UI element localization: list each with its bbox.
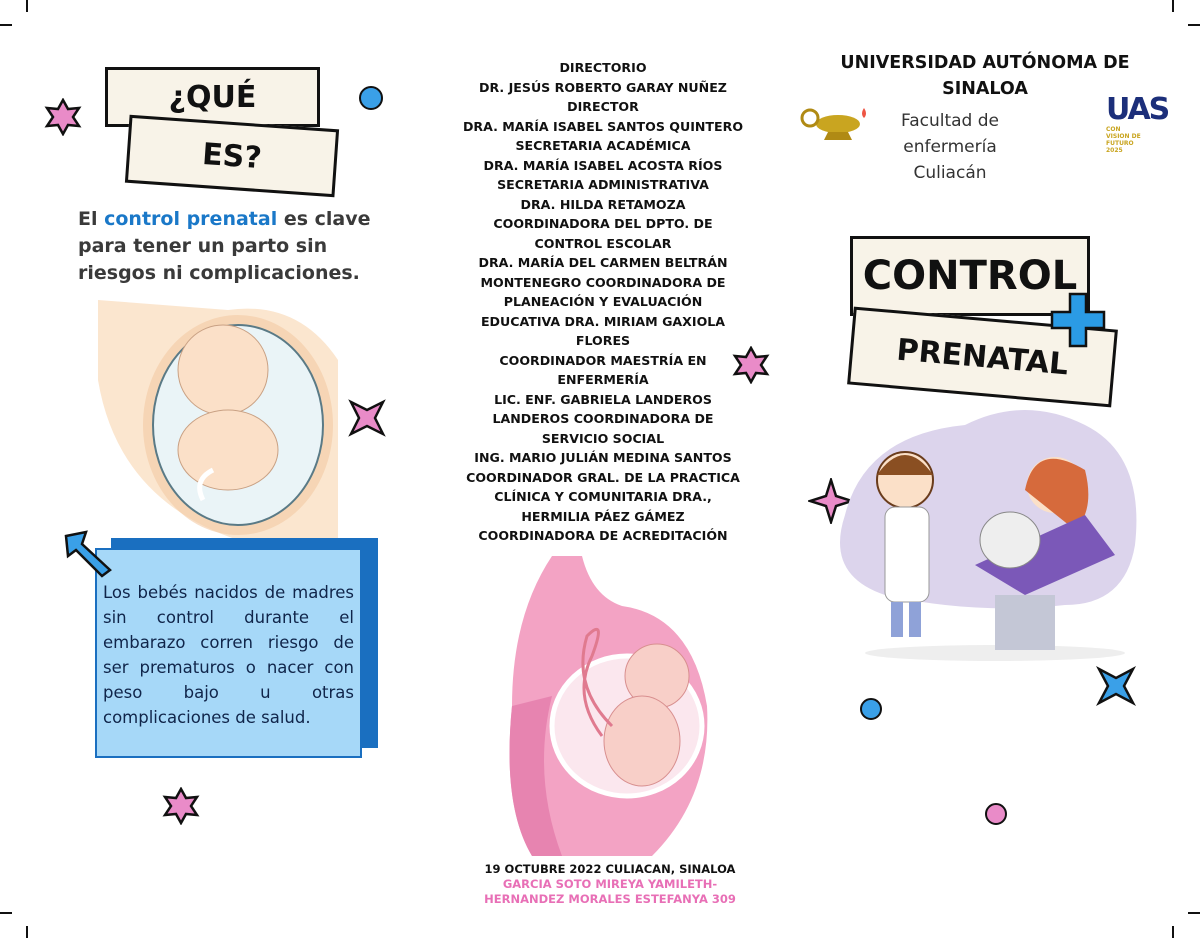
sparkle-icon xyxy=(1095,665,1137,707)
directory-line: DRA. MARÍA ISABEL ACOSTA RÍOS xyxy=(483,157,723,173)
info-box-text: Los bebés nacidos de madres sin control durante el embarazo corren riesgo de ser prematuros o nacer con peso bajo u otras complicaciones de salud. xyxy=(103,583,354,727)
directory-line: COORDINADORA DEL DPTO. DE xyxy=(493,216,713,231)
dot-icon xyxy=(985,803,1007,825)
directory xyxy=(448,58,758,546)
lamp-logo xyxy=(800,102,870,146)
dot-icon xyxy=(860,698,882,720)
pregnant-woman-illustration xyxy=(492,556,722,856)
fetus-illustration xyxy=(98,300,338,540)
directory-line: LANDEROS COORDINADORA DE xyxy=(492,411,714,426)
directory-line: ENFERMERÍA xyxy=(557,372,649,387)
directory-line: DR. JESÚS ROBERTO GARAY NUÑEZ xyxy=(479,79,727,95)
faculty-name: Facultad de enfermería xyxy=(900,111,999,157)
intro-prefix: El xyxy=(78,208,105,230)
directory-line: LIC. ENF. GABRIELA LANDEROS xyxy=(494,391,712,407)
directory-line: DIRECTOR xyxy=(567,99,639,114)
title-control: CONTROL xyxy=(862,253,1078,299)
directory-line: DRA. MARÍA DEL CARMEN BELTRÁN xyxy=(478,255,728,270)
sparkle-icon xyxy=(347,398,387,438)
directory-line: HERMILIA PÁEZ GÁMEZ xyxy=(521,508,685,524)
directory-line: COORDINADOR GRAL. DE LA PRACTICA xyxy=(466,469,740,485)
directory-line: CLÍNICA Y COMUNITARIA DRA., xyxy=(494,489,712,504)
directory-line: PLANEACIÓN Y EVALUACIÓN xyxy=(503,294,703,309)
directory-line: DRA. MARÍA ISABEL SANTOS QUINTERO xyxy=(462,118,744,134)
footer xyxy=(460,862,760,907)
arrow-icon xyxy=(62,530,118,578)
info-box xyxy=(95,548,362,758)
star-icon xyxy=(162,787,200,825)
directory-line: FLORES xyxy=(575,333,631,348)
authors: GARCIA SOTO MIREYA YAMILETH- xyxy=(502,877,718,891)
directory-line: SECRETARIA ADMINISTRATIVA xyxy=(497,177,709,192)
intro-highlight: control prenatal xyxy=(104,208,278,230)
uas-logo-tagline: CON VISION DE FUTURO 2025 xyxy=(1106,126,1141,154)
crop-mark xyxy=(0,912,12,914)
directory-line: CONTROL ESCOLAR xyxy=(534,235,672,251)
intro-suffix: es clave para tener un parto sin riesgos ni complicaciones. xyxy=(78,208,371,284)
intro-text xyxy=(78,206,378,287)
date-place: 19 OCTUBRE 2022 CULIACAN, SINALOA xyxy=(484,862,736,876)
crop-mark xyxy=(1188,912,1200,914)
city: Culiacán xyxy=(913,163,987,183)
directory-line: DRA. HILDA RETAMOZA xyxy=(520,196,686,212)
crop-mark xyxy=(1188,24,1200,26)
directory-line: DIRECTORIO xyxy=(559,60,647,75)
crop-mark xyxy=(0,24,12,26)
title-es-box xyxy=(125,115,339,197)
directory-line: COORDINADORA DE ACREDITACIÓN xyxy=(478,528,728,543)
plus-icon xyxy=(1048,290,1108,350)
crop-mark xyxy=(1172,926,1174,938)
crop-mark xyxy=(26,0,28,12)
directory-line: ING. MARIO JULIÁN MEDINA SANTOS xyxy=(474,450,732,465)
uas-logo xyxy=(1106,94,1190,154)
directory-line: SECRETARIA ACADÉMICA xyxy=(515,138,691,153)
title-prenatal: PRENATAL xyxy=(895,332,1070,382)
star-icon xyxy=(44,98,82,136)
directory-line: SERVICIO SOCIAL xyxy=(541,430,665,446)
title-que: ¿QUÉ xyxy=(168,79,257,115)
doctor-patient-illustration xyxy=(825,395,1145,665)
uas-logo-text: UAS xyxy=(1106,92,1169,127)
faculty xyxy=(870,108,1030,186)
authors: HERNANDEZ MORALES ESTEFANYA 309 xyxy=(484,892,736,906)
directory-line: COORDINADOR MAESTRÍA EN xyxy=(499,352,707,368)
directory-line: MONTENEGRO COORDINADORA DE xyxy=(480,274,726,290)
crop-mark xyxy=(26,926,28,938)
dot-icon xyxy=(359,86,383,110)
title-es: ES? xyxy=(201,136,263,176)
university-name: UNIVERSIDAD AUTÓNOMA DE SINALOA xyxy=(840,53,1130,99)
directory-line: EDUCATIVA DRA. MIRIAM GAXIOLA xyxy=(480,313,726,329)
crop-mark xyxy=(1172,0,1174,12)
